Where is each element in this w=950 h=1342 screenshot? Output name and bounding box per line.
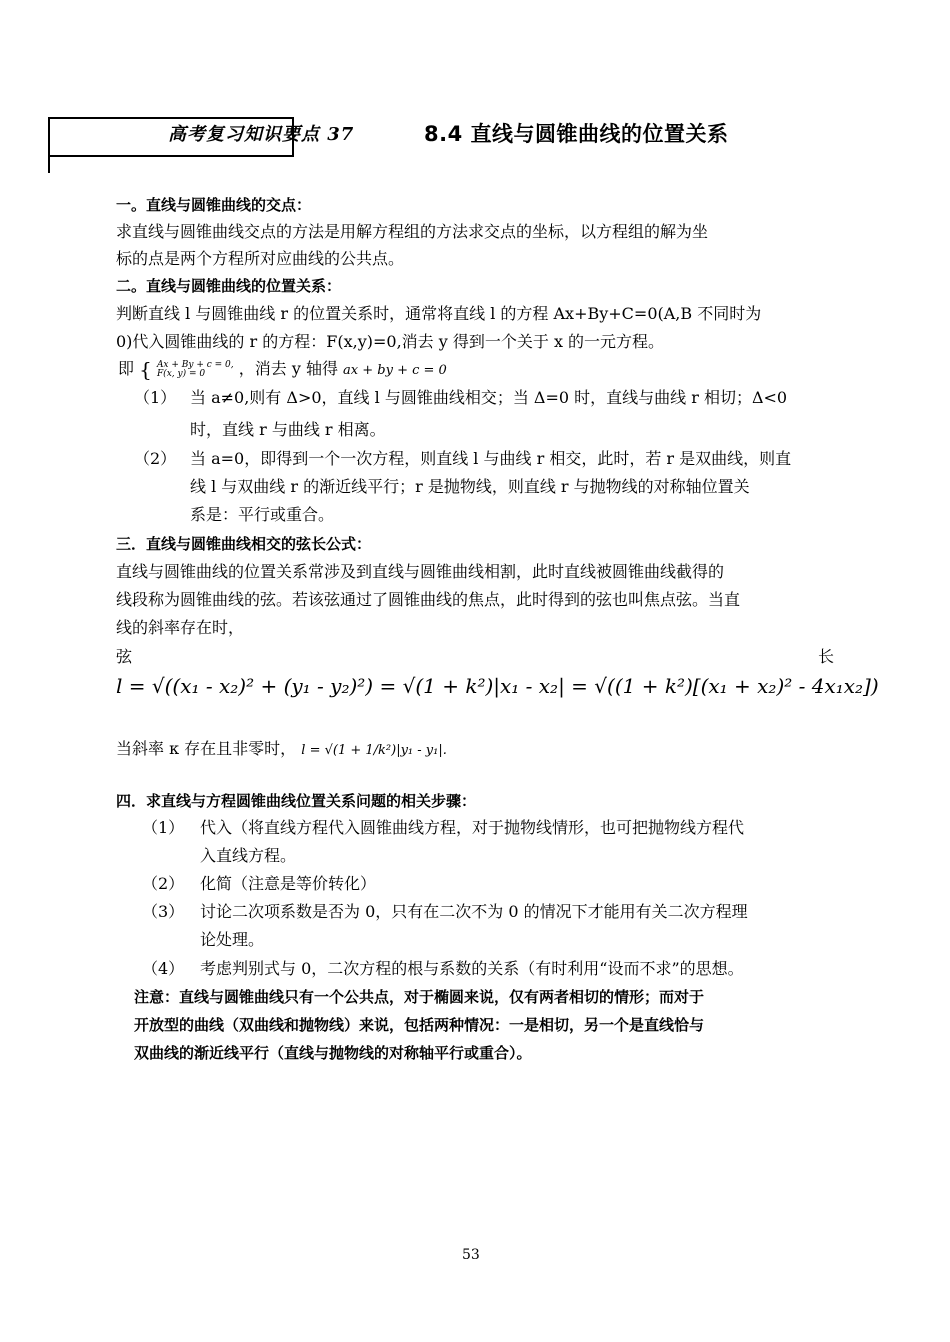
note-line: 注意：直线与圆锥曲线只有一个公共点，对于椭圆来说，仅有两者相切的情形；而对于 <box>134 988 705 1006</box>
item-number: （2） <box>134 449 177 468</box>
item-text-line: 系是：平行或重合。 <box>190 505 335 524</box>
section-2-prefix: 即 <box>118 359 135 378</box>
chord-label-right: 长 <box>818 647 835 666</box>
note-line: 开放型的曲线（双曲线和抛物线）来说，包括两种情况：一是相切，另一个是直线恰与 <box>134 1016 705 1034</box>
section-1-paragraph-line: 标的点是两个方程所对应曲线的公共点。 <box>116 249 405 268</box>
chord-length-formula-y: l = √(1 + 1/k²)|y₁ - y₁|. <box>301 743 447 758</box>
page-title: 8.4 直线与圆锥曲线的位置关系 <box>424 122 729 146</box>
system-equation-2: F(x, y) = 0 <box>156 368 206 379</box>
section-2-system-line <box>118 358 447 382</box>
series-title: 高考复习知识要点 37 <box>168 124 355 145</box>
section-1-paragraph-line: 求直线与圆锥曲线交点的方法是用解方程组的方法求交点的坐标，以方程组的解为坐 <box>116 222 709 241</box>
reduced-equation: ax + by + c = 0 <box>343 363 447 378</box>
section-3-heading: 三．直线与圆锥曲线相交的弦长公式： <box>116 535 372 553</box>
step-number: （4） <box>142 959 185 978</box>
step-text-line: 讨论二次项系数是否为 0，只有在二次不为 0 的情况下才能用有关二次方程理 <box>200 902 748 921</box>
section-2-eliminate-text: ，消去 y 轴得 <box>238 359 338 378</box>
system-equation-1: Ax + By + c = 0, <box>156 359 234 370</box>
brace-symbol: { <box>139 357 152 382</box>
section-2-heading: 二。直线与圆锥曲线的位置关系： <box>116 277 342 295</box>
item-number: （1） <box>134 388 177 407</box>
item-text-line: 当 a=0，即得到一个一次方程，则直线 l 与曲线 r 相交，此时，若 r 是双曲线，则直 <box>190 449 792 468</box>
chord-label-left: 弦 <box>116 647 133 666</box>
item-text-line: 时，直线 r 与曲线 r 相离。 <box>190 420 386 439</box>
slope-condition-text: 当斜率 κ 存在且非零时， <box>116 739 297 758</box>
item-text-line: 当 a≠0,则有 Δ>0，直线 l 与圆锥曲线相交；当 Δ=0 时，直线与曲线 r 相切；Δ<0 <box>190 388 788 407</box>
step-number: （2） <box>142 874 185 893</box>
section-3-slope-line <box>116 738 447 762</box>
item-text-line: 线 l 与双曲线 r 的渐近线平行；r 是抛物线，则直线 r 与抛物线的对称轴位置关 <box>190 477 750 496</box>
section-2-paragraph-line: 0)代入圆锥曲线的 r 的方程：F(x,y)=0,消去 y 得到一个关于 x 的一元方程。 <box>116 332 665 351</box>
step-text-line: 代入（将直线方程代入圆锥曲线方程，对于抛物线情形，也可把抛物线方程代 <box>200 818 745 837</box>
equation-system <box>157 361 234 379</box>
section-3-paragraph-line: 线段称为圆锥曲线的弦。若该弦通过了圆锥曲线的焦点，此时得到的弦也叫焦点弦。当直 <box>116 590 741 609</box>
section-4-heading: 四．求直线与方程圆锥曲线位置关系问题的相关步骤： <box>116 792 477 810</box>
section-3-paragraph-line: 线的斜率存在时， <box>116 618 245 637</box>
step-text-line: 入直线方程。 <box>200 846 297 865</box>
chord-length-formula: l = √((x₁ - x₂)² + (y₁ - y₂)²) = √(1 + k²)|x₁ - x₂| = √((1 + k²)[(x₁ + x₂)² - 4x₁x₂]) <box>116 674 879 698</box>
step-text-line: 考虑判别式与 0，二次方程的根与系数的关系（有时利用“设而不求”的思想。 <box>200 959 744 978</box>
section-1-heading: 一。直线与圆锥曲线的交点： <box>116 196 312 214</box>
step-text-line: 论处理。 <box>200 930 265 949</box>
section-3-paragraph-line: 直线与圆锥曲线的位置关系常涉及到直线与圆锥曲线相割，此时直线被圆锥曲线截得的 <box>116 562 725 581</box>
title-box-stem <box>48 157 50 173</box>
section-2-paragraph-line: 判断直线 l 与圆锥曲线 r 的位置关系时，通常将直线 l 的方程 Ax+By+C=0(A,B 不同时为 <box>116 304 762 323</box>
note-line: 双曲线的渐近线平行（直线与抛物线的对称轴平行或重合）。 <box>134 1044 532 1062</box>
step-number: （1） <box>142 818 185 837</box>
step-text-line: 化简（注意是等价转化） <box>200 874 377 893</box>
page-number: 53 <box>462 1247 480 1263</box>
step-number: （3） <box>142 902 185 921</box>
